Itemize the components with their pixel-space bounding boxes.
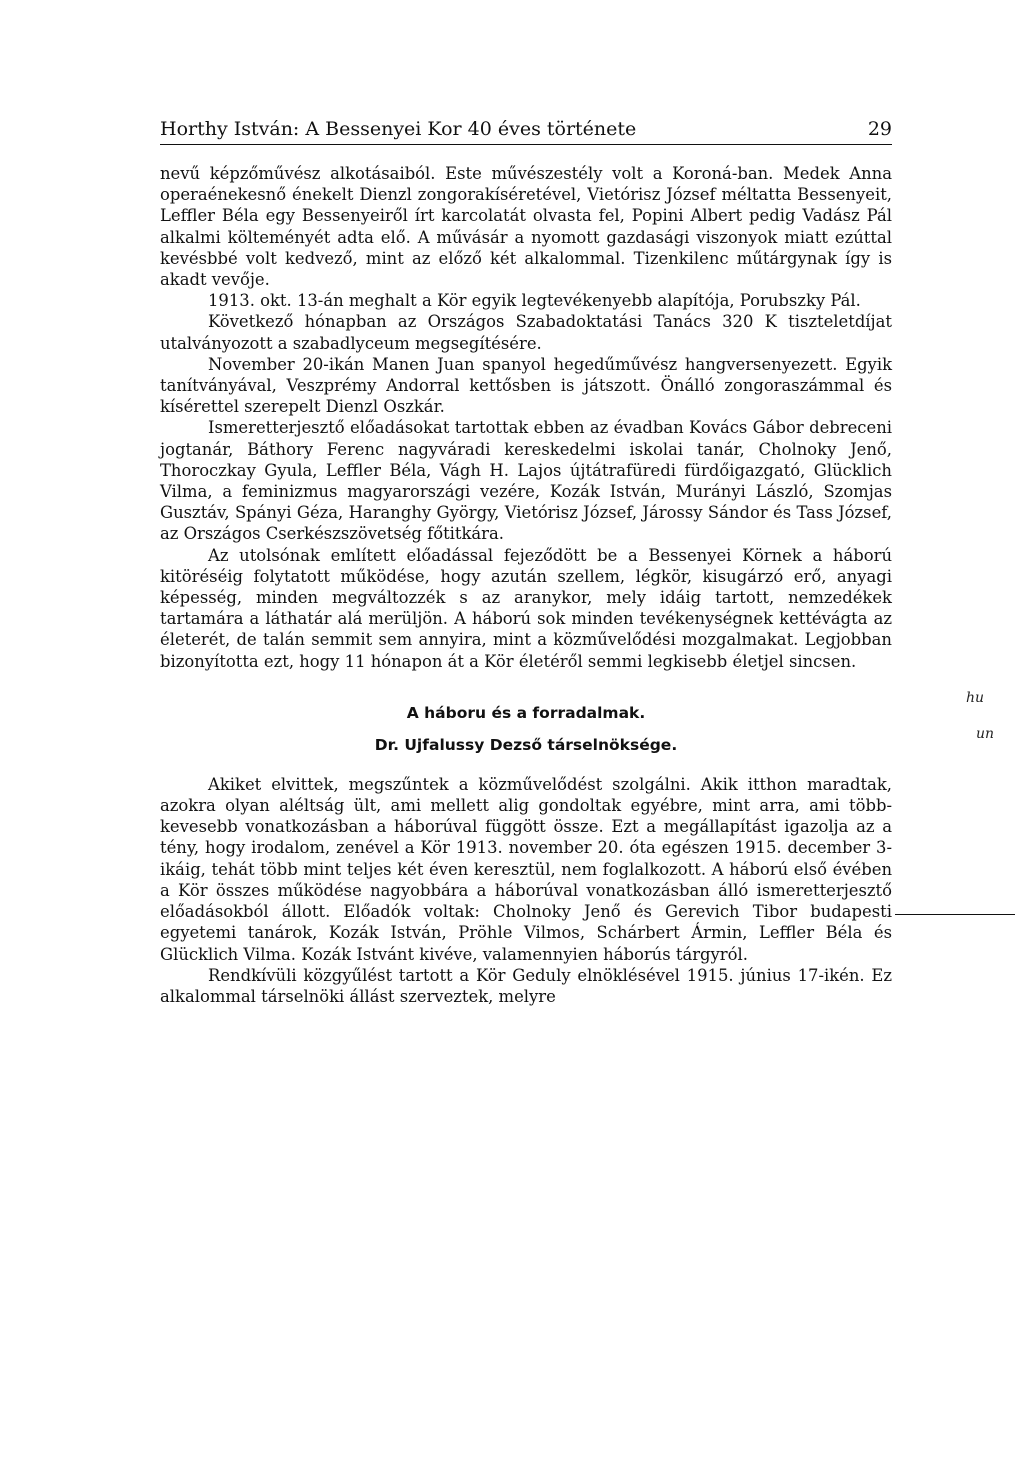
paragraph-3: Következő hónapban az Országos Szabadoktatási Tanács 320 K tiszteletdíjat utalványozott a szabadlyceum megsegítésére. [160, 312, 892, 353]
book-page [160, 118, 892, 1007]
section-heading: A háboru és a forradalmak. [406, 703, 646, 722]
paragraph-7: Akiket elvittek, megszűntek a közművelődést szolgálni. Akik itthon maradtak, azokra olyan aléltság ült, ami mellett alig gondoltak egyébre, mint arra, ami több-kevesebb vonatkozásban a háborúval függött össze. Ezt a megállapítást igazolja az a tény, hogy irodalom, zenével a Kör 1913. november 20. óta egészen 1915. december 3-ikáig, tehát több mint teljes két éven keresztül, nem foglalkozott. A háború első évében a Kör összes működése nagyobbára a háborúval vonatkozásban álló ismeretterjesztő előadásokból állott. Előadók voltak: Cholnoky Jenő és Gerevich Tibor budapesti egyetemi tanárok, Kozák István, Pröhle Vilmos, Schárbert Ármin, Leffler Béla és Glücklich Vilma. Kozák Istvánt kivéve, valamennyien háborús tárgyról. [160, 774, 892, 964]
margin-separator-line [895, 914, 1015, 915]
subsection-heading: Dr. Ujfalussy Dezső társelnöksége. [374, 735, 678, 754]
paragraph-6: Az utolsónak említett előadással fejeződött be a Bessenyei Körnek a háború kitöréséig folytatott működése, hogy azután szellem, légkör, kisugárzó erő, anyagi képesség, minden megváltozzék s az aranykor, mely idáig tartott, nemzedékek tartamára a láthatár alá merüljön. A háború sok minden tevékenységnek kettévágta az életerét, de talán semmit sem annyira, mint a közművelődési mozgalmakat. Legjobban bizonyította ezt, hogy 11 hónapon át a Kör életéről semmi legkisebb életjel sincsen. [160, 545, 892, 671]
running-header [160, 118, 892, 145]
page-number: 29 [867, 118, 892, 140]
paragraph-2: 1913. okt. 13-án meghalt a Kör egyik legtevékenyebb alapítója, Porubszky Pál. [208, 291, 861, 311]
header-title: Horthy István: A Bessenyei Kor 40 éves története [160, 118, 637, 140]
paragraph-4: November 20-ikán Manen Juan spanyol hegedűművész hangversenyezett. Egyik tanítványával, Veszprémy Andorral kettősben is játszott. Önálló zongoraszámmal és kísérettel szerepelt Dienzl Oszkár. [160, 354, 892, 417]
paragraph-1: nevű képzőművész alkotásaiból. Este művészestély volt a Koroná-ban. Medek Anna operaénekesnő énekelt Dienzl zongorakíséretével, Vietórisz József méltatta Bessenyeit, Leffler Béla egy Bessenyeiről írt karcolatát olvasta fel, Popini Albert pedig Vadász Pál alkalmi költeményét adta elő. A művásár a nyomott gazdasági viszonyok miatt ezúttal kevésbbé volt kedvező, mint az előző két alkalommal. Tizenkilenc műtárgynak így is akadt vevője. [160, 164, 892, 290]
margin-mark-1: hu [966, 690, 985, 706]
paragraph-5: Ismeretterjesztő előadásokat tartottak ebben az évadban Kovács Gábor debreceni jogtanár, Báthory Ferenc nagyváradi kereskedelmi iskolai tanár, Cholnoky Jenő, Thoroczkay Gyula, Leffler Béla, Vágh H. Lajos újtátrafüredi fürdőigazgató, Glücklich Vilma, a feminizmus magyarországi vezére, Kozák István, Murányi László, Szomjas Gusztáv, Spányi Géza, Haranghy György, Vietórisz József, Járossy Sándor és Tass József, az Országos Cserkészszövetség főtitkára. [160, 418, 892, 544]
margin-mark-2: un [976, 726, 995, 742]
paragraph-8: Rendkívüli közgyűlést tartott a Kör Geduly elnöklésével 1915. június 17-ikén. Ez alkalommal társelnöki állást szerveztek, melyre [160, 965, 892, 1006]
